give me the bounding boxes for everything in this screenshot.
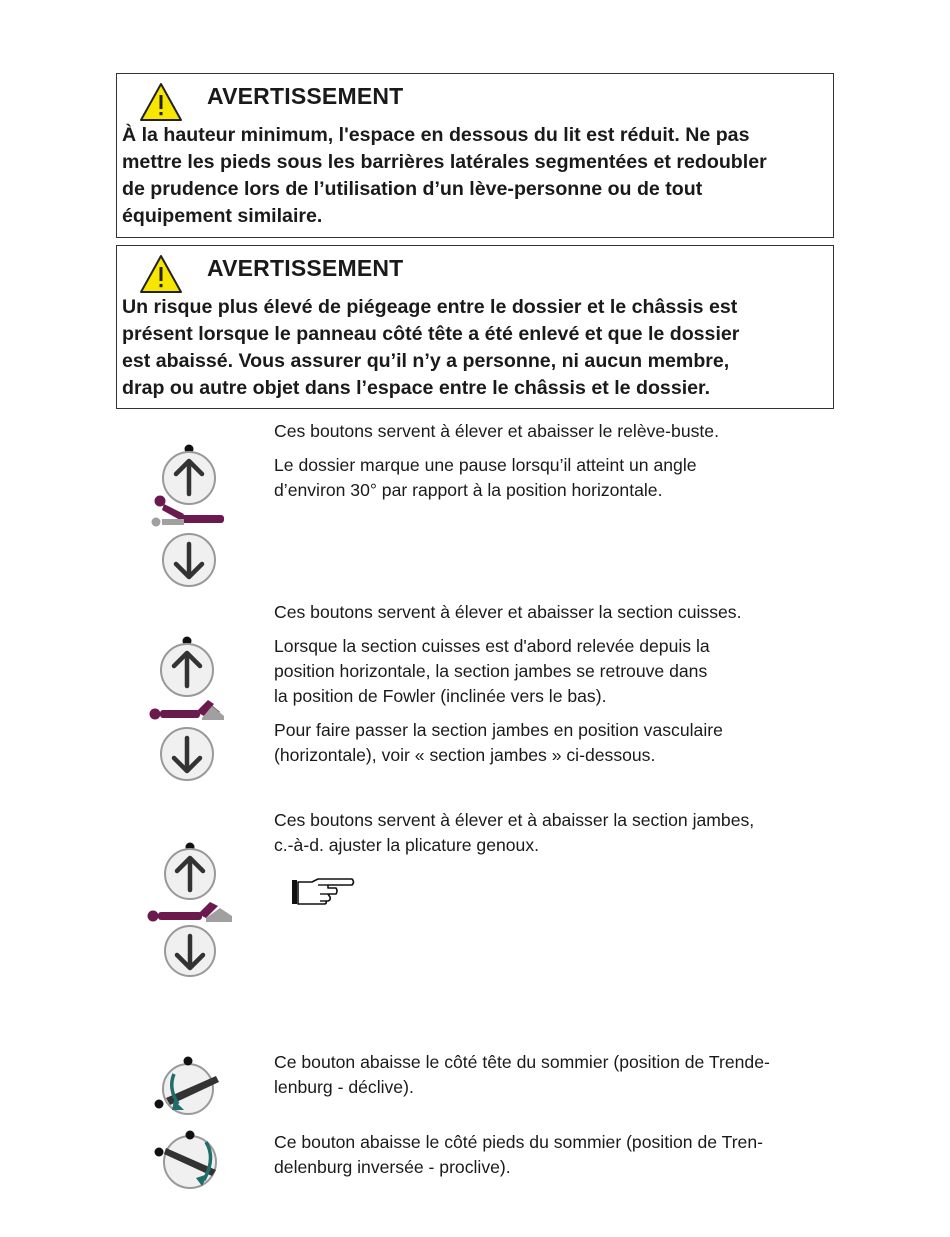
warning-text: À la hauteur minimum, l'espace en dessous du lit est réduit. Ne pas mettre les pieds sous les barrières latérales segmentées et redoubler de prudence lors de l’utilisation d’un lève-personne ou de tout équipement similaire.	[122, 124, 767, 227]
warning-triangle-icon	[139, 82, 183, 122]
warning-box-2	[116, 245, 834, 409]
backrest-up-down-buttons-icon	[140, 440, 240, 592]
section-text: Ces boutons servent à élever et à abaisser la section jambes, c.-à-d. ajuster la plicature genoux.	[274, 810, 755, 855]
section-text: Ces boutons servent à élever et abaisser la section cuisses. Lorsque la section cuisses est d'abord relevée depuis la position horizontale, la section jambes se retrouve dans la position de Fowler (inclinée vers le bas). Pour faire passer la section jambes en position vasculaire (horizontale), voir « section jambes » ci-dessous.	[274, 602, 742, 765]
warning-box-1	[116, 73, 834, 238]
pointing-hand-icon	[290, 876, 356, 908]
thigh-section-up-down-buttons-icon	[140, 632, 240, 784]
leg-section-up-down-buttons-icon	[140, 838, 240, 984]
warning-title: AVERTISSEMENT	[207, 255, 404, 281]
warning-triangle-icon	[139, 254, 183, 294]
warning-text: Un risque plus élevé de piégeage entre le dossier et le châssis est présent lorsque le panneau côté tête a été enlevé et que le dossier est abaissé. Vous assurer qu’il n’y a personne, ni aucun membre, drap ou autre objet dans l’espace entre le châssis et le dossier.	[122, 296, 740, 399]
reverse-trendelenburg-button-icon	[150, 1128, 226, 1194]
warning-title: AVERTISSEMENT	[207, 83, 404, 109]
section-text: Ce bouton abaisse le côté tête du sommier (position de Trende- lenburg - déclive).	[274, 1052, 770, 1097]
section-text: Ces boutons servent à élever et abaisser le relève-buste. Le dossier marque une pause lorsqu’il atteint un angle d’environ 30° par rapport à la position horizontale.	[274, 421, 719, 500]
trendelenburg-button-icon	[150, 1052, 226, 1118]
section-text: Ce bouton abaisse le côté pieds du sommier (position de Tren- delenburg inversée - proclive).	[274, 1132, 763, 1177]
